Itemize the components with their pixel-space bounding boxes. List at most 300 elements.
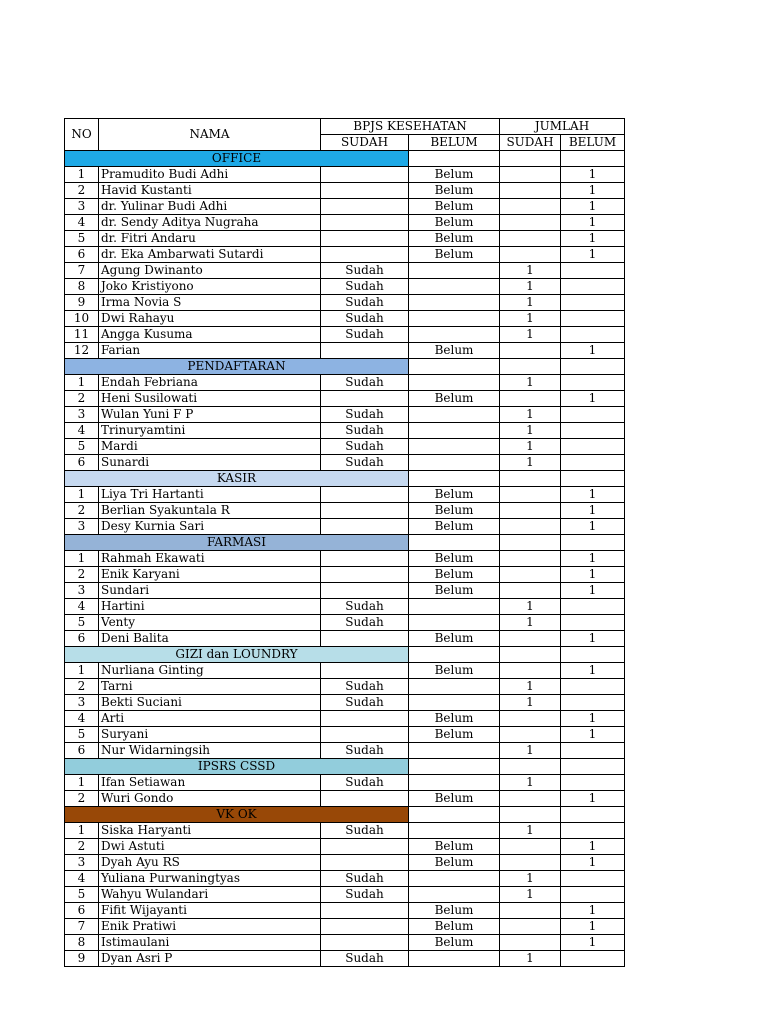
table-row xyxy=(65,599,625,615)
row-nama: Endah Febriana xyxy=(99,375,321,391)
row-no: 6 xyxy=(65,903,99,919)
empty-cell xyxy=(561,151,625,167)
table-row xyxy=(65,199,625,215)
row-bpjs-belum: Belum xyxy=(409,199,500,215)
row-nama: Wahyu Wulandari xyxy=(99,887,321,903)
table-row xyxy=(65,855,625,871)
row-bpjs-sudah: Sudah xyxy=(321,871,409,887)
row-jumlah-belum xyxy=(561,871,625,887)
row-nama: Havid Kustanti xyxy=(99,183,321,199)
row-jumlah-sudah xyxy=(500,503,561,519)
header-bpjs: BPJS KESEHATAN xyxy=(321,119,500,135)
row-bpjs-belum xyxy=(409,375,500,391)
row-no: 3 xyxy=(65,583,99,599)
row-bpjs-belum: Belum xyxy=(409,503,500,519)
header-jumlah-sudah: SUDAH xyxy=(500,135,561,151)
table-row xyxy=(65,423,625,439)
row-bpjs-belum xyxy=(409,775,500,791)
row-bpjs-belum xyxy=(409,823,500,839)
table-row xyxy=(65,503,625,519)
empty-cell xyxy=(409,151,500,167)
section-title: KASIR xyxy=(65,471,409,487)
row-jumlah-belum xyxy=(561,599,625,615)
table-row xyxy=(65,311,625,327)
table-row xyxy=(65,343,625,359)
row-nama: Wulan Yuni F P xyxy=(99,407,321,423)
row-no: 2 xyxy=(65,567,99,583)
row-bpjs-belum: Belum xyxy=(409,231,500,247)
row-nama: Irma Novia S xyxy=(99,295,321,311)
row-jumlah-sudah: 1 xyxy=(500,599,561,615)
row-jumlah-belum xyxy=(561,279,625,295)
row-bpjs-sudah xyxy=(321,903,409,919)
row-nama: Tarni xyxy=(99,679,321,695)
table-row xyxy=(65,631,625,647)
row-no: 12 xyxy=(65,343,99,359)
table-row xyxy=(65,183,625,199)
empty-cell xyxy=(500,647,561,663)
row-nama: Desy Kurnia Sari xyxy=(99,519,321,535)
table-row xyxy=(65,615,625,631)
row-jumlah-belum xyxy=(561,679,625,695)
row-bpjs-sudah: Sudah xyxy=(321,695,409,711)
empty-cell xyxy=(500,471,561,487)
row-jumlah-belum: 1 xyxy=(561,231,625,247)
row-jumlah-sudah xyxy=(500,215,561,231)
section-title: OFFICE xyxy=(65,151,409,167)
header-row-top xyxy=(65,119,625,135)
row-jumlah-belum xyxy=(561,951,625,967)
row-no: 4 xyxy=(65,599,99,615)
row-bpjs-sudah: Sudah xyxy=(321,455,409,471)
row-jumlah-sudah: 1 xyxy=(500,439,561,455)
row-bpjs-belum xyxy=(409,695,500,711)
empty-cell xyxy=(561,471,625,487)
table-row xyxy=(65,711,625,727)
row-jumlah-sudah xyxy=(500,183,561,199)
table-row xyxy=(65,263,625,279)
table-row xyxy=(65,951,625,967)
row-bpjs-sudah xyxy=(321,503,409,519)
row-nama: Suryani xyxy=(99,727,321,743)
header-belum: BELUM xyxy=(409,135,500,151)
row-no: 2 xyxy=(65,503,99,519)
row-bpjs-belum: Belum xyxy=(409,935,500,951)
row-jumlah-sudah: 1 xyxy=(500,375,561,391)
table-row xyxy=(65,887,625,903)
section-title: FARMASI xyxy=(65,535,409,551)
row-jumlah-belum xyxy=(561,375,625,391)
row-bpjs-sudah: Sudah xyxy=(321,311,409,327)
row-bpjs-sudah xyxy=(321,487,409,503)
row-nama: Nur Widarningsih xyxy=(99,743,321,759)
table-row xyxy=(65,775,625,791)
row-no: 2 xyxy=(65,391,99,407)
row-bpjs-sudah xyxy=(321,183,409,199)
row-bpjs-sudah: Sudah xyxy=(321,615,409,631)
row-nama: Liya Tri Hartanti xyxy=(99,487,321,503)
header-sudah: SUDAH xyxy=(321,135,409,151)
row-nama: dr. Yulinar Budi Adhi xyxy=(99,199,321,215)
table-row xyxy=(65,487,625,503)
row-nama: Fifit Wijayanti xyxy=(99,903,321,919)
row-bpjs-belum xyxy=(409,311,500,327)
row-nama: Rahmah Ekawati xyxy=(99,551,321,567)
row-bpjs-belum: Belum xyxy=(409,855,500,871)
table-row xyxy=(65,407,625,423)
row-jumlah-sudah: 1 xyxy=(500,263,561,279)
row-jumlah-sudah: 1 xyxy=(500,423,561,439)
header-jumlah: JUMLAH xyxy=(500,119,625,135)
row-jumlah-belum xyxy=(561,615,625,631)
row-nama: Trinuryamtini xyxy=(99,423,321,439)
row-bpjs-sudah: Sudah xyxy=(321,263,409,279)
row-jumlah-sudah: 1 xyxy=(500,871,561,887)
row-jumlah-sudah xyxy=(500,343,561,359)
row-nama: dr. Eka Ambarwati Sutardi xyxy=(99,247,321,263)
row-jumlah-sudah: 1 xyxy=(500,295,561,311)
row-bpjs-belum: Belum xyxy=(409,519,500,535)
row-bpjs-sudah xyxy=(321,343,409,359)
row-bpjs-belum: Belum xyxy=(409,167,500,183)
row-jumlah-belum xyxy=(561,887,625,903)
row-jumlah-sudah xyxy=(500,583,561,599)
row-jumlah-belum: 1 xyxy=(561,903,625,919)
row-bpjs-sudah xyxy=(321,551,409,567)
row-jumlah-sudah: 1 xyxy=(500,407,561,423)
table-row xyxy=(65,215,625,231)
row-nama: Enik Pratiwi xyxy=(99,919,321,935)
row-nama: Dwi Rahayu xyxy=(99,311,321,327)
row-nama: Sundari xyxy=(99,583,321,599)
row-bpjs-belum xyxy=(409,263,500,279)
row-bpjs-belum xyxy=(409,439,500,455)
section-row xyxy=(65,807,625,823)
row-bpjs-sudah: Sudah xyxy=(321,743,409,759)
row-bpjs-belum: Belum xyxy=(409,343,500,359)
row-bpjs-sudah xyxy=(321,855,409,871)
row-jumlah-belum: 1 xyxy=(561,727,625,743)
row-jumlah-sudah xyxy=(500,663,561,679)
row-bpjs-belum: Belum xyxy=(409,727,500,743)
row-no: 6 xyxy=(65,247,99,263)
row-jumlah-sudah: 1 xyxy=(500,311,561,327)
table-row xyxy=(65,791,625,807)
row-jumlah-sudah xyxy=(500,567,561,583)
row-bpjs-sudah xyxy=(321,631,409,647)
row-no: 11 xyxy=(65,327,99,343)
table-row xyxy=(65,295,625,311)
row-bpjs-sudah xyxy=(321,711,409,727)
section-row xyxy=(65,759,625,775)
empty-cell xyxy=(409,647,500,663)
table-row xyxy=(65,839,625,855)
row-no: 5 xyxy=(65,727,99,743)
row-no: 8 xyxy=(65,279,99,295)
row-bpjs-belum xyxy=(409,599,500,615)
row-no: 6 xyxy=(65,743,99,759)
row-jumlah-belum xyxy=(561,311,625,327)
row-jumlah-belum xyxy=(561,775,625,791)
row-bpjs-belum: Belum xyxy=(409,919,500,935)
row-bpjs-belum xyxy=(409,871,500,887)
row-bpjs-sudah xyxy=(321,935,409,951)
row-nama: Deni Balita xyxy=(99,631,321,647)
row-jumlah-belum: 1 xyxy=(561,199,625,215)
row-bpjs-belum xyxy=(409,407,500,423)
row-no: 4 xyxy=(65,423,99,439)
row-jumlah-belum: 1 xyxy=(561,855,625,871)
row-jumlah-belum xyxy=(561,439,625,455)
row-nama: Joko Kristiyono xyxy=(99,279,321,295)
row-nama: Pramudito Budi Adhi xyxy=(99,167,321,183)
row-bpjs-sudah xyxy=(321,567,409,583)
row-jumlah-belum xyxy=(561,695,625,711)
row-jumlah-sudah xyxy=(500,919,561,935)
row-jumlah-belum xyxy=(561,327,625,343)
row-no: 2 xyxy=(65,791,99,807)
row-no: 6 xyxy=(65,455,99,471)
row-bpjs-sudah: Sudah xyxy=(321,951,409,967)
row-jumlah-sudah xyxy=(500,855,561,871)
row-no: 4 xyxy=(65,871,99,887)
row-bpjs-belum: Belum xyxy=(409,839,500,855)
section-row xyxy=(65,359,625,375)
row-no: 1 xyxy=(65,167,99,183)
empty-cell xyxy=(409,359,500,375)
row-jumlah-sudah xyxy=(500,903,561,919)
row-jumlah-belum: 1 xyxy=(561,631,625,647)
row-nama: dr. Fitri Andaru xyxy=(99,231,321,247)
row-bpjs-sudah xyxy=(321,663,409,679)
row-no: 1 xyxy=(65,663,99,679)
row-no: 5 xyxy=(65,439,99,455)
row-bpjs-sudah xyxy=(321,167,409,183)
row-bpjs-sudah: Sudah xyxy=(321,823,409,839)
row-jumlah-belum xyxy=(561,263,625,279)
table-row xyxy=(65,279,625,295)
section-row xyxy=(65,647,625,663)
row-jumlah-belum: 1 xyxy=(561,839,625,855)
row-jumlah-belum: 1 xyxy=(561,519,625,535)
table-row xyxy=(65,231,625,247)
row-bpjs-belum: Belum xyxy=(409,631,500,647)
row-nama: Arti xyxy=(99,711,321,727)
table-row xyxy=(65,823,625,839)
table-row xyxy=(65,583,625,599)
row-no: 2 xyxy=(65,183,99,199)
table-row xyxy=(65,455,625,471)
row-nama: Nurliana Ginting xyxy=(99,663,321,679)
table-row xyxy=(65,871,625,887)
row-no: 2 xyxy=(65,839,99,855)
section-title: GIZI dan LOUNDRY xyxy=(65,647,409,663)
table-row xyxy=(65,439,625,455)
row-bpjs-belum: Belum xyxy=(409,183,500,199)
row-nama: Mardi xyxy=(99,439,321,455)
row-bpjs-belum xyxy=(409,423,500,439)
table-row xyxy=(65,247,625,263)
table-row xyxy=(65,551,625,567)
row-jumlah-belum: 1 xyxy=(561,503,625,519)
row-bpjs-sudah xyxy=(321,231,409,247)
row-jumlah-belum xyxy=(561,455,625,471)
row-bpjs-sudah: Sudah xyxy=(321,423,409,439)
row-jumlah-sudah xyxy=(500,487,561,503)
row-jumlah-sudah xyxy=(500,935,561,951)
header-nama: NAMA xyxy=(99,119,321,151)
row-nama: Hartini xyxy=(99,599,321,615)
empty-cell xyxy=(409,807,500,823)
row-jumlah-belum: 1 xyxy=(561,663,625,679)
row-bpjs-sudah xyxy=(321,247,409,263)
row-bpjs-sudah xyxy=(321,919,409,935)
row-bpjs-belum: Belum xyxy=(409,903,500,919)
row-nama: Berlian Syakuntala R xyxy=(99,503,321,519)
row-bpjs-sudah: Sudah xyxy=(321,775,409,791)
header-jumlah-belum: BELUM xyxy=(561,135,625,151)
row-nama: Bekti Suciani xyxy=(99,695,321,711)
table-row xyxy=(65,679,625,695)
row-bpjs-sudah xyxy=(321,839,409,855)
row-no: 1 xyxy=(65,551,99,567)
table-row xyxy=(65,903,625,919)
table-row xyxy=(65,919,625,935)
row-jumlah-sudah xyxy=(500,791,561,807)
row-no: 6 xyxy=(65,631,99,647)
section-title: VK OK xyxy=(65,807,409,823)
row-jumlah-sudah: 1 xyxy=(500,327,561,343)
row-jumlah-sudah xyxy=(500,631,561,647)
row-bpjs-belum xyxy=(409,455,500,471)
row-bpjs-belum xyxy=(409,743,500,759)
row-bpjs-sudah: Sudah xyxy=(321,327,409,343)
row-no: 4 xyxy=(65,215,99,231)
row-jumlah-sudah xyxy=(500,839,561,855)
row-jumlah-sudah xyxy=(500,247,561,263)
row-jumlah-sudah xyxy=(500,711,561,727)
row-jumlah-sudah xyxy=(500,231,561,247)
row-nama: Siska Haryanti xyxy=(99,823,321,839)
row-jumlah-belum: 1 xyxy=(561,487,625,503)
row-bpjs-sudah: Sudah xyxy=(321,679,409,695)
row-bpjs-sudah: Sudah xyxy=(321,887,409,903)
row-jumlah-belum xyxy=(561,407,625,423)
row-no: 7 xyxy=(65,919,99,935)
row-jumlah-sudah: 1 xyxy=(500,615,561,631)
row-bpjs-belum: Belum xyxy=(409,791,500,807)
row-jumlah-belum: 1 xyxy=(561,567,625,583)
row-bpjs-belum: Belum xyxy=(409,567,500,583)
employee-bpjs-table xyxy=(64,118,625,967)
row-jumlah-sudah: 1 xyxy=(500,823,561,839)
row-jumlah-belum: 1 xyxy=(561,935,625,951)
table-row xyxy=(65,663,625,679)
empty-cell xyxy=(561,759,625,775)
empty-cell xyxy=(500,535,561,551)
row-nama: Farian xyxy=(99,343,321,359)
row-bpjs-sudah xyxy=(321,583,409,599)
row-jumlah-sudah: 1 xyxy=(500,679,561,695)
row-bpjs-belum: Belum xyxy=(409,663,500,679)
row-jumlah-sudah: 1 xyxy=(500,887,561,903)
empty-cell xyxy=(409,535,500,551)
row-nama: Angga Kusuma xyxy=(99,327,321,343)
row-bpjs-sudah: Sudah xyxy=(321,375,409,391)
row-no: 3 xyxy=(65,695,99,711)
row-bpjs-sudah: Sudah xyxy=(321,279,409,295)
row-bpjs-sudah xyxy=(321,199,409,215)
row-bpjs-belum xyxy=(409,295,500,311)
row-bpjs-belum: Belum xyxy=(409,711,500,727)
row-no: 2 xyxy=(65,679,99,695)
table-row xyxy=(65,727,625,743)
row-bpjs-belum: Belum xyxy=(409,391,500,407)
empty-cell xyxy=(409,759,500,775)
table-row xyxy=(65,391,625,407)
row-bpjs-belum xyxy=(409,951,500,967)
row-jumlah-belum xyxy=(561,823,625,839)
table-row xyxy=(65,167,625,183)
row-nama: Heni Susilowati xyxy=(99,391,321,407)
row-bpjs-belum xyxy=(409,679,500,695)
row-jumlah-sudah: 1 xyxy=(500,743,561,759)
row-jumlah-belum: 1 xyxy=(561,919,625,935)
row-jumlah-belum xyxy=(561,743,625,759)
row-nama: Sunardi xyxy=(99,455,321,471)
empty-cell xyxy=(561,647,625,663)
row-bpjs-sudah xyxy=(321,519,409,535)
row-nama: Enik Karyani xyxy=(99,567,321,583)
table-row xyxy=(65,375,625,391)
row-jumlah-belum: 1 xyxy=(561,711,625,727)
row-no: 10 xyxy=(65,311,99,327)
row-jumlah-belum: 1 xyxy=(561,247,625,263)
row-no: 3 xyxy=(65,519,99,535)
row-jumlah-belum: 1 xyxy=(561,791,625,807)
row-nama: Agung Dwinanto xyxy=(99,263,321,279)
row-bpjs-sudah: Sudah xyxy=(321,407,409,423)
row-jumlah-belum: 1 xyxy=(561,183,625,199)
row-jumlah-sudah: 1 xyxy=(500,279,561,295)
row-jumlah-belum: 1 xyxy=(561,583,625,599)
empty-cell xyxy=(500,151,561,167)
empty-cell xyxy=(561,535,625,551)
row-no: 1 xyxy=(65,375,99,391)
row-no: 9 xyxy=(65,295,99,311)
row-bpjs-sudah: Sudah xyxy=(321,295,409,311)
table-row xyxy=(65,695,625,711)
table-row xyxy=(65,935,625,951)
row-jumlah-belum xyxy=(561,295,625,311)
row-nama: Venty xyxy=(99,615,321,631)
header-no: NO xyxy=(65,119,99,151)
row-jumlah-sudah xyxy=(500,519,561,535)
row-bpjs-belum xyxy=(409,887,500,903)
row-bpjs-belum: Belum xyxy=(409,215,500,231)
row-bpjs-sudah xyxy=(321,727,409,743)
row-nama: Dwi Astuti xyxy=(99,839,321,855)
row-no: 3 xyxy=(65,199,99,215)
row-jumlah-sudah: 1 xyxy=(500,695,561,711)
row-bpjs-sudah xyxy=(321,215,409,231)
section-title: PENDAFTARAN xyxy=(65,359,409,375)
table-row xyxy=(65,743,625,759)
row-no: 4 xyxy=(65,711,99,727)
row-jumlah-sudah xyxy=(500,727,561,743)
section-row xyxy=(65,535,625,551)
row-jumlah-sudah: 1 xyxy=(500,775,561,791)
